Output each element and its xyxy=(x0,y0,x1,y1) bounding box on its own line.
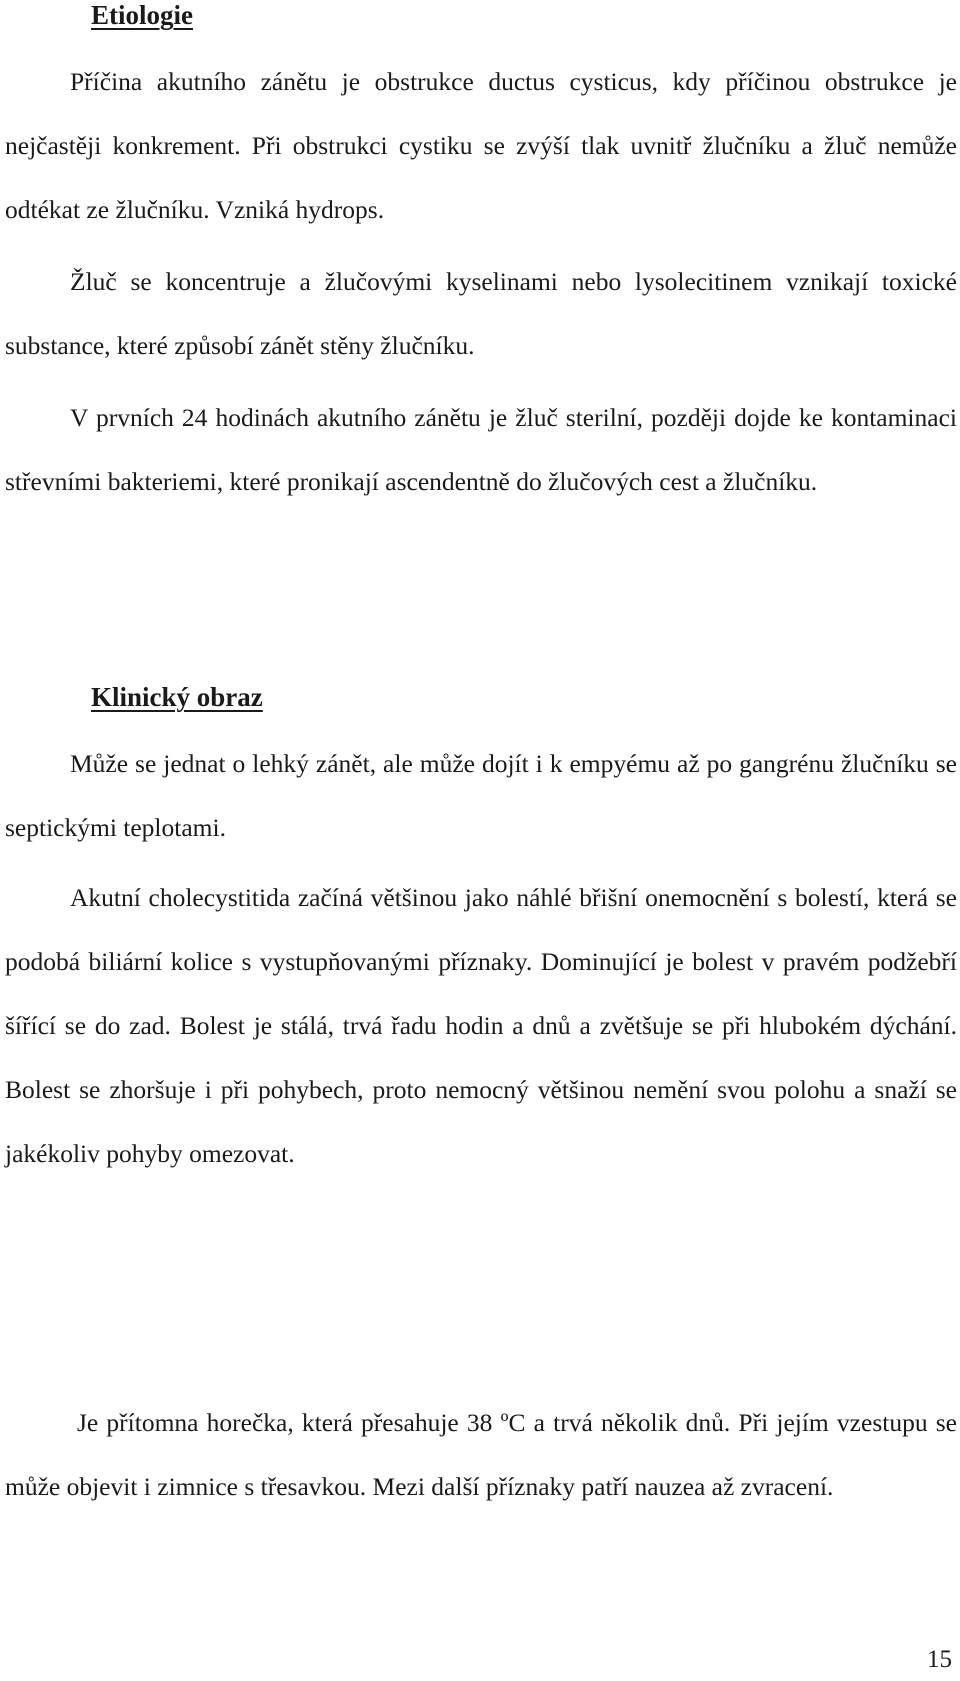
paragraph-cause: Příčina akutního zánětu je obstrukce ductus cysticus, kdy příčinou obstrukce je nejčastěji konkrement. Při obstrukci cystiku se zvýší tlak uvnitř žlučníku a žluč nemůže odtékat ze žlučníku. Vzniká hydrops. xyxy=(5,67,957,224)
paragraph-pain: Akutní cholecystitida začíná většinou jako náhlé břišní onemocnění s bolestí, která se podobá biliární kolice s vystupňovanými příznaky. Dominující je bolest v pravém podžebří šířící se do zad. Bolest je stálá, trvá řadu hodin a dnů a zvětšuje se při hlubokém dýchání. Bolest se zhoršuje i při pohybech, proto nemocný většinou nemění svou polohu a snaží se jakékoliv pohyby omezovat. xyxy=(5,883,957,1168)
paragraph-fever: Je přítomna horečka, která přesahuje 38 ºC a trvá několik dnů. Při jejím vzestupu se může objevit i zimnice s třesavkou. Mezi další příznaky patří nauzea až zvracení. xyxy=(5,1408,957,1501)
paragraph-bile-concentration: Žluč se koncentruje a žlučovými kyselinami nebo lysolecitinem vznikají toxické substance, které způsobí zánět stěny žlučníku. xyxy=(5,267,957,360)
page-number: 15 xyxy=(927,1646,952,1673)
section-heading-etiologie: Etiologie xyxy=(91,0,193,30)
paragraph-contamination: V prvních 24 hodinách akutního zánětu je žluč sterilní, později dojde ke kontaminaci střevními bakteriemi, které pronikají ascendentně do žlučových cest a žlučníku. xyxy=(5,403,957,496)
paragraph-severity: Může se jednat o lehký zánět, ale může dojít i k empyému až po gangrénu žlučníku se septickými teplotami. xyxy=(5,749,957,842)
section-heading-klinicky-obraz: Klinický obraz xyxy=(91,682,263,712)
